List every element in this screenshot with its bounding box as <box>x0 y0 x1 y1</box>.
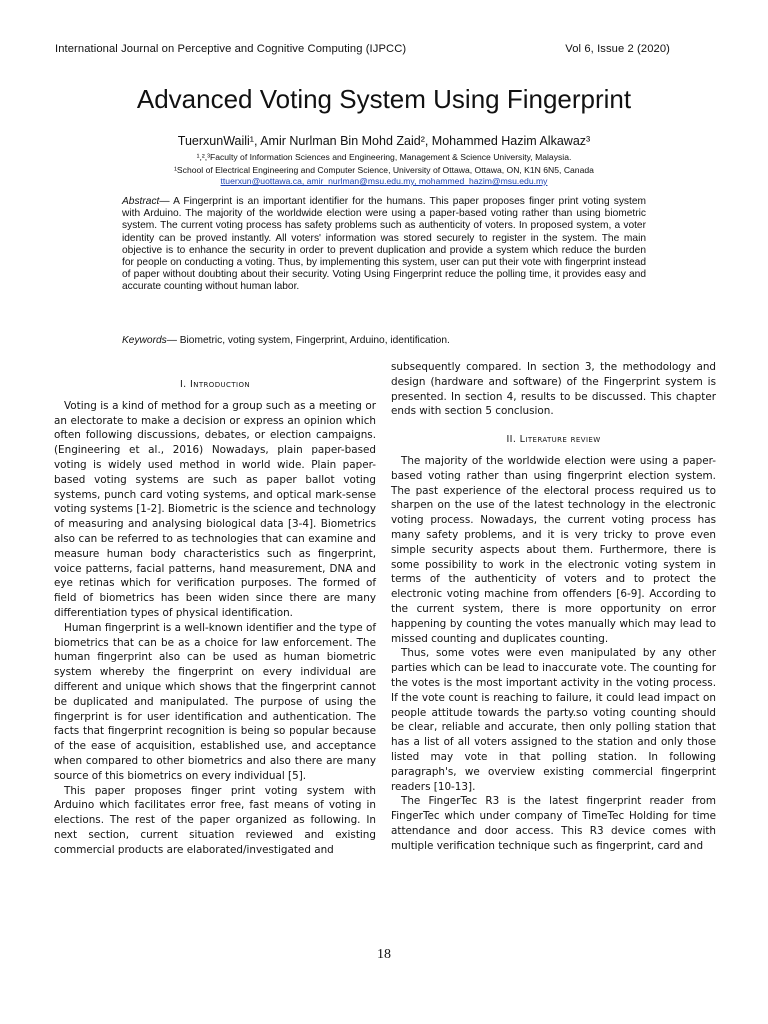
intro-continuation: subsequently compared. In section 3, the methodology and design (hardware and software) of the Fingerprint system is presented. In section 4, results to be discussed. This chapter ends with section 5 conclusion. <box>391 361 716 418</box>
literature-paragraph: The majority of the worldwide election were using a paper-based voting rather than using fingerprint election system. The past experience of the electoral process required us to sharpen on the use of the latest technology in the electronic voting process. Nowadays, the current voting process has many safety problems, and it is very tricky to prove even simple security aspects about them. Furthermore, there is some possibility to work in the electronic voting system in terms of the authenticity of voters and to protect the electronic voting machine from offenders [6-9]. According to the current system, there is more opportunity on error happening by counting the votes manually which may lead to missed counting and duplicates counting. <box>391 454 716 645</box>
affiliation-1: ¹,²,³Faculty of Information Sciences and Engineering, Management & Science University, Malaysia. <box>196 152 572 162</box>
page-number: 18 <box>377 947 391 962</box>
abstract <box>122 196 646 294</box>
keywords-text: — Biometric, voting system, Fingerprint, Arduino, identification. <box>166 335 450 346</box>
author-emails[interactable]: ttuerxun@uottawa.ca, amir_nurlman@msu.edu.my, mohammed_hazim@msu.edu.my <box>220 176 548 186</box>
intro-paragraph: Human fingerprint is a well-known identifier and the type of biometrics that can be as a choice for law enforcement. The human fingerprint also can be used as human biometric system whereby the fingerprint on every individual are different and unique which shows that the fingerprint cannot be duplicated and manipulated. The purpose of using the fingerprint is for user identification and authentication. The facts that fingerprint recognition is being so popular because of the ease of acquisition, established use, and acceptance when compared to other biometrics and also there are many source of this biometrics on every individual [5]. <box>54 621 376 782</box>
paper-title: Advanced Voting System Using Fingerprint <box>136 84 632 114</box>
abstract-text: — A Fingerprint is an important identifier for the humans. This paper proposes finger print voting system with Arduino. The majority of the worldwide election were using a paper-based voting rather than using biometric system. The current voting process has safety problems such as authenticity of voters. In proposed system, a voter identity can be proved instantly. All voters' information was stored securely to register in the system. The main objective is to enhance the security in order to prevent duplication and provide a system which reduce the burden for people on conducting a voting. Thus, by implementing this system, user can put their vote with fingerprint instead of paper without doubting about their security. Voting Using Fingerprint reduce the polling time, it provides easy and accurate counting without human labor. <box>122 196 646 293</box>
intro-paragraph: This paper proposes finger print voting system with Arduino which facilitates error free, fast means of voting in elections. The rest of the paper organized as following. In next section, current situation reviewed and existing commercial products are elaborated/investigated and <box>54 784 376 856</box>
left-column <box>54 372 376 858</box>
authors: TuerxunWaili¹, Amir Nurlman Bin Mohd Zaid², Mohammed Hazim Alkawaz³ <box>177 134 591 148</box>
literature-paragraph: The FingerTec R3 is the latest fingerprint reader from FingerTec which under company of TimeTec Holding for time attendance and door access. This R3 device comes with multiple verification technique such as fingerprint, card and <box>391 795 716 852</box>
literature-paragraph: Thus, some votes were even manipulated by any other parties which can be lead to inaccurate vote. The counting for the votes is the most important activity in the voting process. If the vote count is reaching to failure, it could lead impact on people attitude towards the party.so voting counting should be clear, reliable and accurate, then only polling station that has a list of all voters assigned to the station and only those listed may vote in that polling station. In following paragraph's, we overview existing commercial fingerprint readers [10-13]. <box>391 647 716 793</box>
keywords <box>122 335 646 346</box>
section-heading-literature-review: II. Literature review <box>506 434 601 446</box>
keywords-label: Keywords <box>122 335 167 346</box>
intro-paragraph: Voting is a kind of method for a group such as a meeting or an electorate to make a decision or express an opinion which often following discussions, debates, or election campaigns. (Engineering et al., 2016) Nowadays, plain paper-based voting is widely used method in world wide. Plain paper-based voting systems are such as paper ballot voting systems, punch card voting systems, and optical mark-sense voting systems [1-2]. Biometric is the science and technology of measuring and analysing biological data [3-4]. Biometrics also can be referred to as technologies that can examine and measure human body characteristics such as fingerprint, voice patterns, facial patterns, hand measurement, DNA and eye retinas which for verification purposes. The formed of field of biometrics has been widen since there are many differentiation types of physical identification. <box>54 399 376 619</box>
right-column <box>391 360 716 854</box>
section-heading-introduction: I. Introduction <box>179 379 251 390</box>
affiliation-2: ¹School of Electrical Engineering and Computer Science, University of Ottawa, Ottawa, ON, K1N 6N5, Canada <box>174 165 594 175</box>
abstract-label: Abstract <box>122 196 160 207</box>
journal-name: International Journal on Perceptive and Cognitive Computing (IJPCC) <box>55 43 407 55</box>
journal-volume: Vol 6, Issue 2 (2020) <box>565 43 670 55</box>
